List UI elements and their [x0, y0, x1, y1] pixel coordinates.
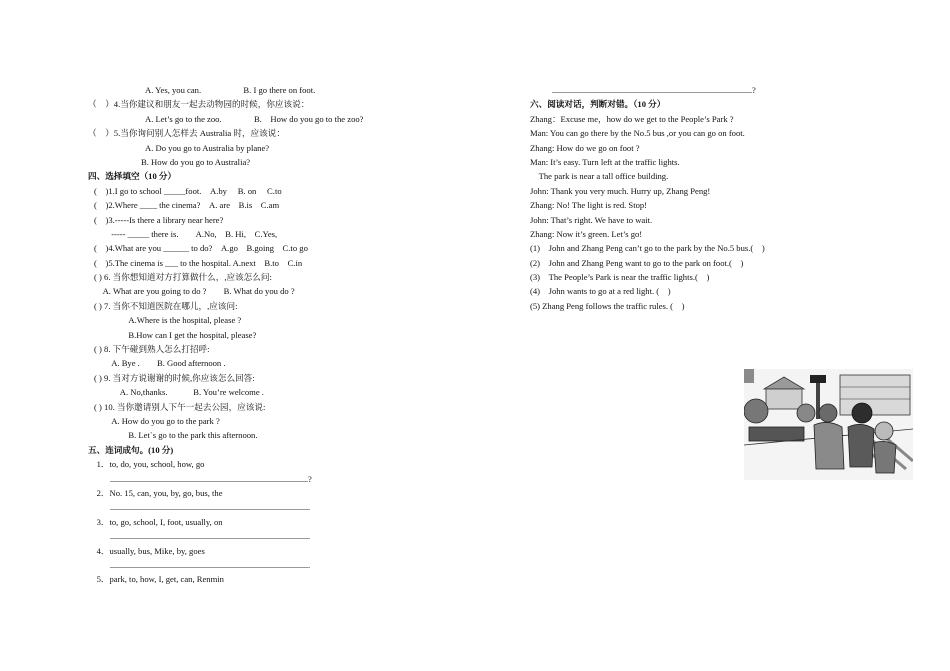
question-line: A. What are you going to do ? B. What do you do ? — [94, 286, 295, 297]
word-order-prompt: 5．park, to, how, I, get, can, Renmin — [88, 574, 224, 585]
judge-item: (4) John wants to go at a red light. ( ) — [530, 286, 671, 297]
q3-option-a: A. Yes, you can. — [145, 85, 202, 95]
question-line: B. Let`s go to the park this afternoon. — [94, 430, 258, 441]
dialog-block — [530, 112, 860, 242]
answer-blank[interactable] — [110, 558, 311, 570]
q4-option-b: B. How do you go to the zoo? — [253, 113, 364, 124]
dialog-line: Man: You can go there by the No.5 bus ,or you can go on foot. — [530, 128, 745, 139]
question-line: B.How can I get the hospital, please? — [94, 329, 257, 340]
dialog-line: The park is near a tall office building. — [530, 171, 669, 182]
question-line: ( )5.The cinema is ___ to the hospital. A.next B.to C.in — [94, 257, 303, 268]
word-order-prompt: 1．to, do, you, school, how, go — [88, 459, 205, 470]
question-line: ( ) 9. 当对方说谢谢的时候,你应该怎么回答: — [94, 372, 255, 383]
judge-list — [530, 241, 860, 313]
judge-item: (5) Zhang Peng follows the traffic rules. ( ) — [530, 300, 685, 311]
question-line: A.Where is the hospital, please ? — [94, 315, 242, 326]
left-column — [88, 83, 468, 587]
dialog-line: John: Thank you very much. Hurry up, Zhang Peng! — [530, 185, 711, 196]
dialog-line: Zhang: No! The light is red. Stop! — [530, 200, 648, 211]
dialog-line: John: That’s right. We have to wait. — [530, 214, 653, 225]
question-line: A. How do you go to the park ? — [94, 415, 220, 426]
q3-options — [88, 83, 468, 97]
answer-end-mark: . — [308, 559, 311, 570]
section6-title: 六、阅读对话，判断对错。（10 分） — [530, 99, 666, 110]
section4-title: 四、选择填空（10 分） — [88, 171, 177, 182]
question-line: ( )4.What are you ______ to do? A.go B.going C.to go — [94, 243, 308, 254]
answer-end-mark: ? — [752, 85, 756, 95]
question-line: ( ) 6. 当你想知道对方打算做什么，,应该怎么问: — [94, 272, 272, 283]
q5-option-b: B. How do you go to Australia? — [141, 156, 251, 167]
section4-list — [88, 184, 468, 443]
judge-item: (3) The People’s Park is near the traffic lights.( ) — [530, 272, 710, 283]
dialog-line: Zhang：Excuse me，how do we get to the People’s Park ? — [530, 113, 734, 124]
q3-option-b: B. I go there on foot. — [243, 85, 316, 95]
judge-item: (2) John and Zhang Peng want to go to the park on foot.( ) — [530, 257, 744, 268]
dialog-line: Man: It’s easy. Turn left at the traffic lights. — [530, 156, 680, 167]
section5-title: 五、连词成句。(10 分) — [88, 444, 174, 455]
answer-blank[interactable] — [110, 472, 308, 482]
q5-text: （ ）5.当你询问别人怎样去 Australia 时，应该说： — [88, 128, 285, 139]
question-line: ( ) 8. 下午碰到熟人怎么打招呼: — [94, 344, 210, 355]
answer-line — [88, 529, 468, 543]
word-order-prompt: 3．to, go, school, I, foot, usually, on — [88, 516, 223, 527]
q4-options — [88, 112, 468, 126]
answer-end-mark: ? — [308, 473, 312, 484]
q4-option-a: A. Let’s go to the zoo. — [145, 113, 222, 124]
traffic-scene-drawing — [744, 369, 913, 480]
question-line: ----- _____ there is. A.No, B. Hi, C.Yes, — [94, 228, 278, 239]
answer-line — [88, 500, 468, 514]
word-order-prompt: 2．No. 15, can, you, by, go, bus, the — [88, 487, 223, 498]
answer-end-mark: . — [308, 502, 311, 513]
traffic-scene-illustration — [744, 369, 913, 480]
section5-list — [88, 457, 468, 587]
answer-line — [88, 558, 468, 572]
q4-text: （ ）4.当你建议和朋友一起去动物园的时候，你应该说： — [88, 99, 310, 110]
question-line: ( ) 10. 当你邀请别人下午一起去公园，应该说: — [94, 401, 266, 412]
judge-item: (1) John and Zhang Peng can’t go to the park by the No.5 bus.( ) — [530, 243, 765, 254]
question-line: ( ) 7. 当你不知道医院在哪儿，,应该问: — [94, 300, 238, 311]
q5-option-a: A. Do you go to Australia by plane? — [145, 142, 270, 153]
answer-blank[interactable] — [110, 500, 311, 513]
question-line: ( )3.-----Is there a library near here? — [94, 214, 224, 225]
word-order-prompt: 4．usually, bus, Mike, by, goes — [88, 545, 205, 556]
answer-line — [88, 472, 468, 486]
answer-blank[interactable] — [552, 83, 752, 93]
dialog-line: Zhang: How do we go on foot ? — [530, 142, 640, 153]
question-line: A. Bye . B. Good afternoon . — [94, 358, 226, 369]
question-line: A. No,thanks. B. You’re welcome . — [94, 387, 264, 398]
continued-answer-line — [530, 83, 860, 97]
answer-blank[interactable] — [110, 529, 311, 542]
question-line: ( )1.I go to school _____foot. A.by B. on C.to — [94, 185, 282, 196]
answer-end-mark: . — [308, 531, 311, 542]
right-column — [530, 83, 860, 313]
dialog-line: Zhang: Now it’s green. Let’s go! — [530, 228, 643, 239]
question-line: ( )2.Where ____ the cinema? A. are B.is C.am — [94, 200, 280, 211]
